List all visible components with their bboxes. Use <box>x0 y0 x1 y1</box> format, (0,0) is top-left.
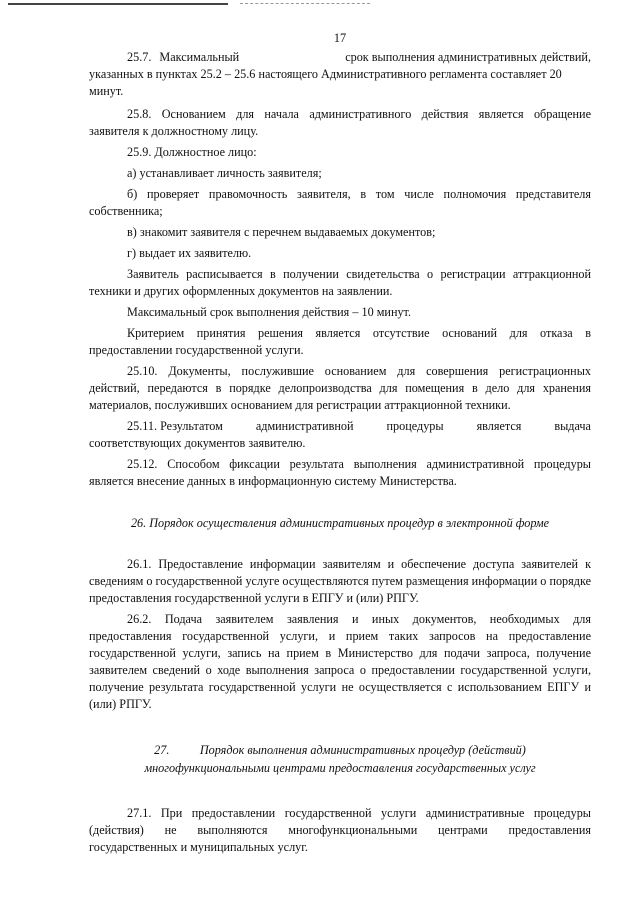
paragraph-25-11-word-b: административной <box>255 419 354 433</box>
paragraph-25-11-word-c: процедуры <box>386 419 444 433</box>
list-item-b: б) проверяет правомочность заявителя, в том числе полномочия представителя собственника; <box>89 187 591 218</box>
paragraph-25-7-number: 25.7. <box>127 50 152 64</box>
paragraph-25-10: 25.10. Документы, послужившие основанием для совершения регистрационных действий, передаются в порядке делопроизводства для помещения в дело для хранения материалов, послуживших основанием для регистрации аттракционной техники. <box>89 364 591 412</box>
paragraph-26-2: 26.2. Подача заявителем заявления и иных документов, необходимых для предоставления государственной услуги, и прием таких запросов на предоставление государственной услуги, запись на прием в Министерство для подачи запроса, получение заявителем сведений о ходе выполнения запроса о предоставлении государственной услуги, получение результата государственной услуги не осуществляется с использованием ЕПГУ и (или) РПГУ. <box>89 612 591 711</box>
paragraph-25-7-word: Максимальный <box>159 50 240 64</box>
paragraph-27-1: 27.1. При предоставлении государственной услуги административные процедуры (действия) не выполняются многофункциональными центрами предоставления государственных и муниципальных услуг. <box>89 806 591 854</box>
list-item-a: а) устанавливает личность заявителя; <box>127 166 322 180</box>
paragraph-25-11-line1 <box>89 418 591 435</box>
paragraph-26-1: 26.1. Предоставление информации заявителям и обеспечение доступа заявителей к сведениям о государственной услуге осуществляются путем размещения информации о порядке предоставления государственной услуги в ЕПГУ и (или) РПГУ. <box>89 557 591 605</box>
paragraph-25-11 <box>89 418 591 452</box>
paragraph-25-7-line3: минут. <box>89 84 124 98</box>
paragraph-25-11-word-d: является <box>476 419 522 433</box>
scan-top-edge-dash <box>240 3 370 4</box>
paragraph-25-9: 25.9. Должностное лицо: <box>127 145 257 159</box>
paragraph-criterion: Критерием принятия решения является отсутствие оснований для отказа в предоставлении государственной услуги. <box>89 326 591 357</box>
section-heading-26: 26. Порядок осуществления административных процедур в электронной форме <box>130 516 550 530</box>
paragraph-25-7-line2: указанных в пунктах 25.2 – 25.6 настоящего Административного регламента составляет 20 <box>89 67 562 81</box>
section-heading-27 <box>89 741 591 777</box>
paragraph-max-time: Максимальный срок выполнения действия – 10 минут. <box>127 305 412 319</box>
paragraph-signature: Заявитель расписывается в получении свидетельства о регистрации аттракционной техники и других оформленных документов на заявлении. <box>89 267 591 298</box>
paragraph-25-7 <box>89 49 591 100</box>
list-item-v: в) знакомит заявителя с перечнем выдаваемых документов; <box>127 225 436 239</box>
list-item-g: г) выдает их заявителю. <box>127 246 252 260</box>
paragraph-25-7-rest: срок выполнения административных действий, <box>345 50 591 64</box>
paragraph-25-11-word-a: 25.11. Результатом <box>127 419 223 433</box>
paragraph-25-11-word-e: выдача <box>554 419 591 433</box>
paragraph-25-11-line2: соответствующих документов заявителю. <box>89 436 306 450</box>
paragraph-25-8: 25.8. Основанием для начала административного действия является обращение заявителя к должностному лицу. <box>89 107 591 138</box>
page-number: 17 <box>333 31 347 45</box>
document-page <box>89 30 591 860</box>
section-heading-27-line2: многофункциональными центрами предоставления государственных услуг <box>144 761 536 775</box>
paragraph-25-7-line1 <box>89 49 591 66</box>
scan-top-edge-line <box>8 3 228 5</box>
paragraph-25-12: 25.12. Способом фиксации результата выполнения административной процедуры является внесение данных в информационную систему Министерства. <box>89 457 591 488</box>
section-heading-27-line1: 27. Порядок выполнения административных процедур (действий) <box>154 743 526 757</box>
